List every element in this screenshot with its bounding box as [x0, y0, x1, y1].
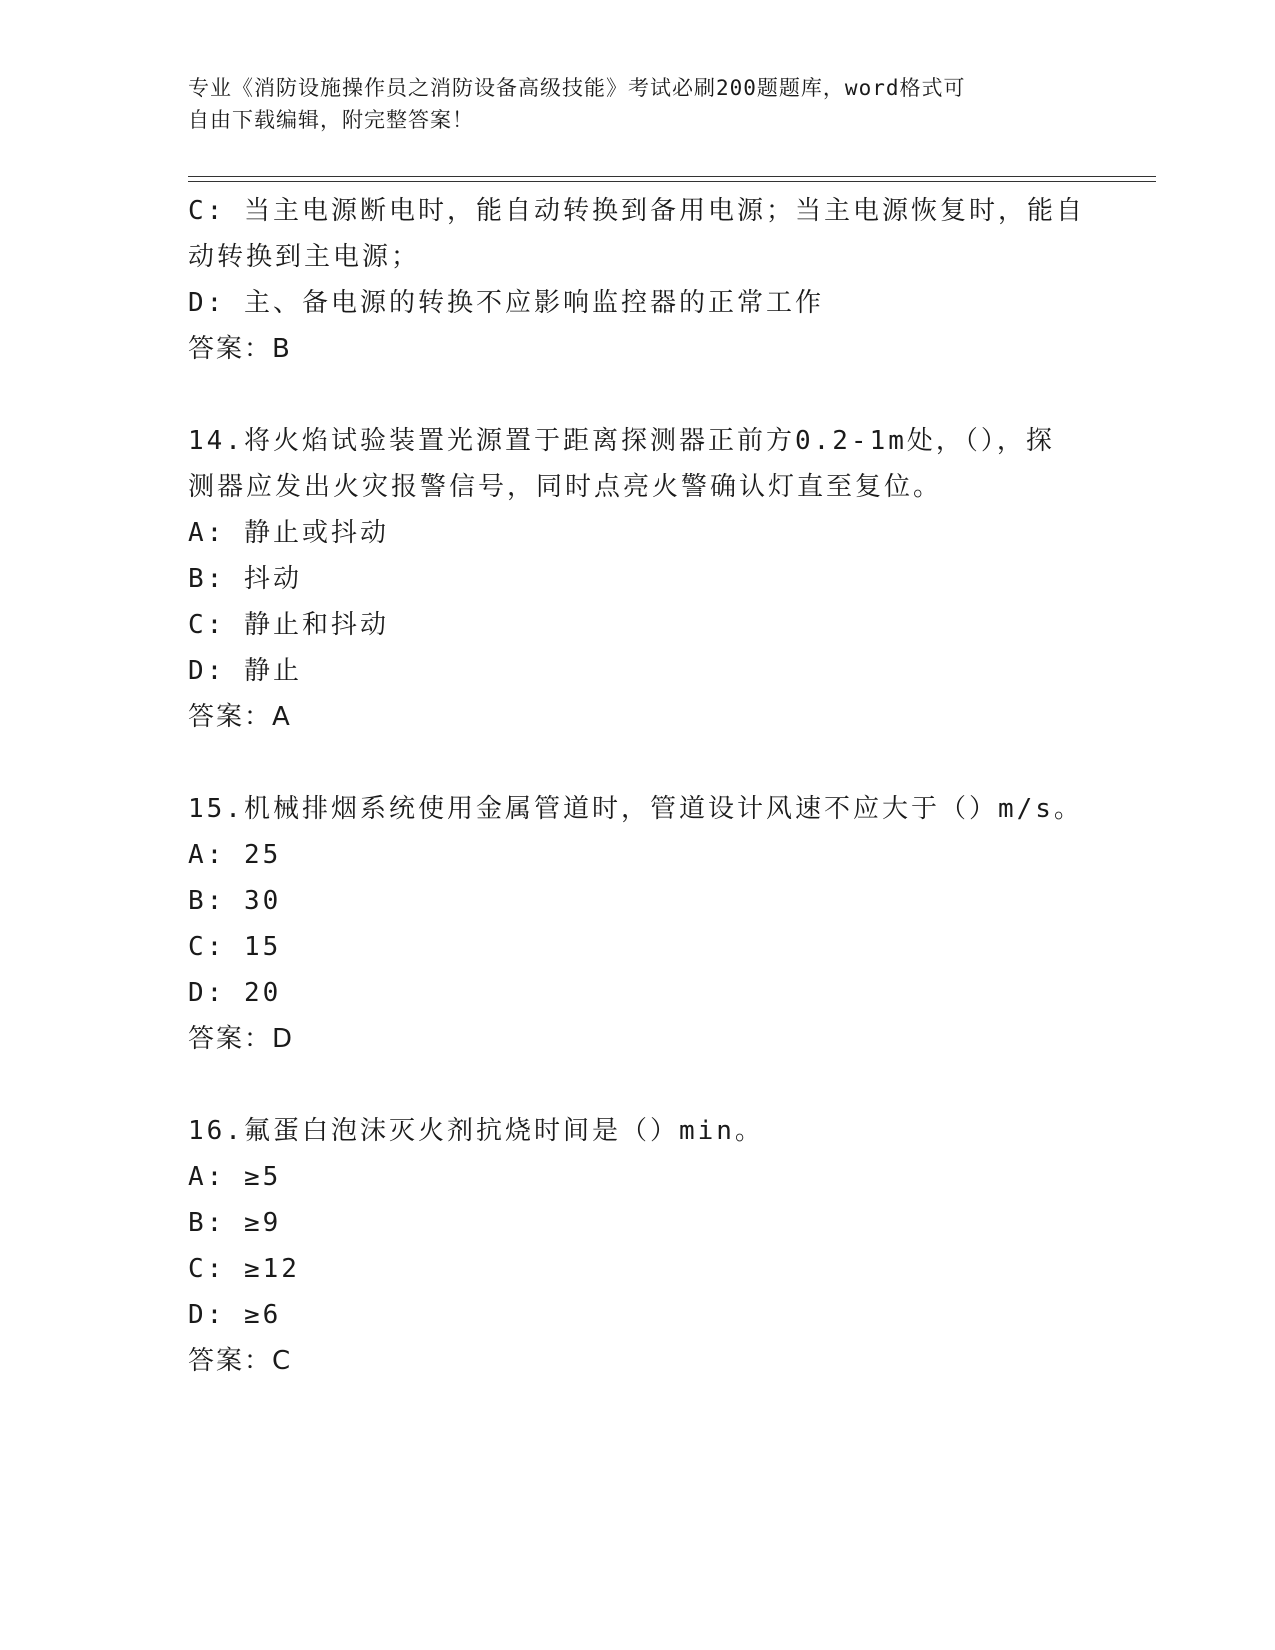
document-header — [188, 72, 1068, 136]
question-15 — [188, 786, 1088, 1062]
q13-option-d: D: 主、备电源的转换不应影响监控器的正常工作 — [188, 288, 824, 318]
question-gap — [188, 740, 1088, 786]
q16-option-b: B: ≥9 — [188, 1208, 282, 1238]
q14-option-c: C: 静止和抖动 — [188, 610, 389, 640]
q14-answer: 答案：A — [188, 702, 292, 732]
header-title-line-1: 专业《消防设施操作员之消防设备高级技能》考试必刷200题题库，word格式可 — [188, 76, 966, 100]
q15-option-b: B: 30 — [188, 886, 282, 916]
question-gap — [188, 372, 1088, 418]
q14-option-d: D: 静止 — [188, 656, 302, 686]
q14-stem-line-1: 14.将火焰试验装置光源置于距离探测器正前方0.2-1m处，（），探 — [188, 426, 1055, 456]
header-divider-bottom — [188, 181, 1156, 182]
question-13-continued — [188, 188, 1088, 372]
question-16 — [188, 1108, 1088, 1384]
q13-option-c-line-2: 动转换到主电源； — [188, 242, 421, 272]
q15-option-d: D: 20 — [188, 978, 282, 1008]
q16-answer: 答案：C — [188, 1346, 293, 1376]
q13-option-c-line-1: C: 当主电源断电时，能自动转换到备用电源；当主电源恢复时，能自 — [188, 196, 1085, 226]
q16-option-a: A: ≥5 — [188, 1162, 282, 1192]
q13-answer: 答案：B — [188, 334, 292, 364]
q15-answer: 答案：D — [188, 1024, 295, 1054]
q14-option-a: A: 静止或抖动 — [188, 518, 389, 548]
q15-option-a: A: 25 — [188, 840, 282, 870]
q16-option-d: D: ≥6 — [188, 1300, 282, 1330]
q14-stem-line-2: 测器应发出火灾报警信号，同时点亮火警确认灯直至复位。 — [188, 472, 943, 502]
header-divider-top — [188, 176, 1156, 177]
question-gap — [188, 1062, 1088, 1108]
q14-option-b: B: 抖动 — [188, 564, 302, 594]
question-14 — [188, 418, 1088, 740]
q15-option-c: C: 15 — [188, 932, 282, 962]
q15-stem: 15.机械排烟系统使用金属管道时，管道设计风速不应大于（）m/s。 — [188, 794, 1083, 824]
q16-stem: 16.氟蛋白泡沫灭火剂抗烧时间是（）min。 — [188, 1116, 764, 1146]
question-list — [188, 188, 1088, 1384]
q16-option-c: C: ≥12 — [188, 1254, 300, 1284]
header-title-line-2: 自由下载编辑，附完整答案！ — [188, 108, 474, 132]
